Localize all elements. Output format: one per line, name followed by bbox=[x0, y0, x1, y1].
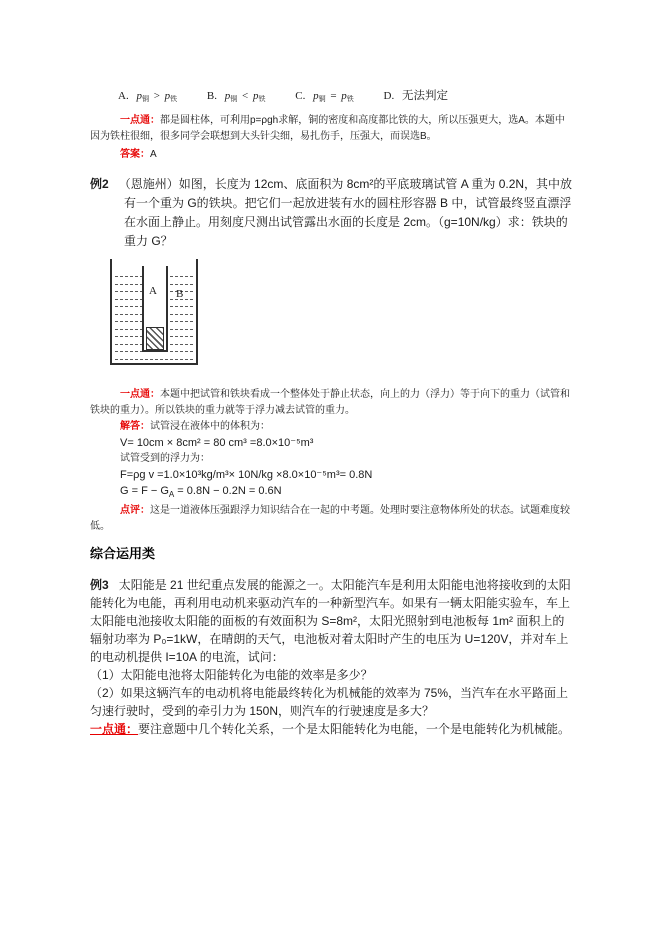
subscript-copper: 铜 bbox=[141, 95, 149, 103]
comment-text: 这是一道液体压强跟浮力知识结合在一起的中考题。处理时要注意物体所处的状态。试题难度较低。 bbox=[90, 505, 570, 533]
hint-text: 本题中把试管和铁块看成一个整体处于静止状态，向上的力（浮力）等于向下的重力（试管和铁块的重力）。所以铁块的重力就等于浮力减去试管的重力。 bbox=[90, 389, 570, 416]
volume-formula: V= 10cm × 8cm² = 80 cm³ =8.0×10⁻⁵m³ bbox=[120, 437, 314, 449]
example2-text: （恩施州）如图，长度为 12cm、底面积为 8cm²的平底玻璃试管 A 重为 0.2N，其中放有一个重为 G的铁块。把它们一起放进装有水的圆柱形容器 B 中，试管最终竖直漂浮在水面上静止。用刻度尺测出试管露出水面的长度是 2cm。（g=10N/kg）求：铁块的重力 G？ bbox=[118, 177, 573, 248]
hint-paragraph-ex3 bbox=[90, 720, 573, 738]
p-variable: p bbox=[252, 90, 259, 102]
answer-line bbox=[90, 147, 573, 163]
relation-operator: < bbox=[242, 90, 249, 102]
example2-number: 例2 bbox=[90, 177, 109, 191]
example2-problem bbox=[90, 175, 573, 251]
subscript-iron: 铁 bbox=[346, 95, 354, 103]
subscript-copper: 铜 bbox=[318, 95, 326, 103]
label-container-b: B bbox=[176, 288, 184, 300]
pressure-symbol bbox=[341, 90, 354, 102]
hint-label: 一点通： bbox=[90, 722, 139, 737]
option-letter: A. bbox=[118, 90, 129, 102]
gravity-formula-pre: G = F − G bbox=[120, 485, 169, 497]
hint-paragraph-q1 bbox=[90, 113, 573, 145]
example3-text: 太阳能是 21 世纪重点发展的能源之一。太阳能汽车是利用太阳能电池将接收到的太阳能转化为电能，再利用电动机来驱动汽车的一种新型汽车。如果有一辆太阳能实验车，车上太阳能电池接收太阳能的面板的有效面积为 S=8m²，太阳光照射到电池板每 1m² 面积上的辐射功率为 P₀=1kW，在晴朗的天气，电池板对着太阳时产生的电压为 U=120V，并对车上的电动机提供 I=10A 的电流，试问： bbox=[90, 578, 571, 665]
mc-options-row bbox=[118, 88, 573, 107]
solution-intro: 试管浸在液体中的体积为： bbox=[150, 421, 270, 432]
solution-label: 解答： bbox=[120, 421, 150, 432]
option-letter: B. bbox=[206, 90, 218, 102]
pressure-symbol bbox=[225, 90, 238, 102]
gravity-formula bbox=[90, 483, 573, 503]
example3-problem bbox=[90, 576, 573, 666]
figure-floating-tube bbox=[110, 259, 198, 365]
relation-operator: > bbox=[153, 90, 160, 102]
option-a bbox=[118, 90, 180, 102]
subscript-copper: 铜 bbox=[230, 95, 238, 103]
answer-label: 答案： bbox=[120, 149, 150, 160]
section-header: 综合运用类 bbox=[90, 546, 156, 562]
example3-question-2: （2）如果这辆汽车的电动机将电能最终转化为机械能的效率为 75%，当汽车在水平路面上匀速行驶时，受到的牵引力为 150N，则汽车的行驶速度是多大？ bbox=[90, 686, 569, 719]
p-variable: p bbox=[341, 90, 347, 102]
option-text: 无法判定 bbox=[402, 90, 448, 102]
comment-paragraph bbox=[90, 503, 573, 535]
hint-label: 一点通： bbox=[120, 389, 160, 400]
buoyancy-formula: F=ρg v =1.0×10³kg/m³× 10N/kg ×8.0×10⁻⁵m³= 0.8N bbox=[120, 469, 373, 481]
option-c bbox=[295, 90, 356, 102]
example3-number: 例3 bbox=[90, 578, 109, 593]
hint-paragraph-ex2 bbox=[90, 387, 573, 419]
relation-operator: = bbox=[330, 90, 337, 102]
hint-text: 都是圆柱体，可利用p=ρgh求解，铜的密度和高度都比铁的大，所以压强更大，选A。本题中因为铁柱很细，很多同学会联想到大头针尖细，易扎伤手，压强大，而误选B。 bbox=[90, 115, 565, 142]
label-tube-a: A bbox=[149, 285, 157, 297]
option-letter: C. bbox=[295, 90, 306, 102]
subscript-iron: 铁 bbox=[258, 95, 266, 103]
solution-intro-line bbox=[90, 419, 573, 435]
p-variable: p bbox=[224, 90, 231, 102]
hint-label: 一点通： bbox=[120, 115, 160, 126]
answer-value: A bbox=[150, 149, 157, 160]
subscript-iron: 铁 bbox=[170, 95, 178, 103]
gravity-subscript-a: A bbox=[168, 490, 175, 500]
pressure-symbol bbox=[313, 90, 326, 102]
example3-question-1: （1）太阳能电池将太阳能转化为电能的效率是多少？ bbox=[90, 668, 373, 683]
option-b bbox=[207, 90, 268, 102]
hint-text: 要注意题中几个转化关系，一个是太阳能转化为电能，一个是电能转化为机械能。 bbox=[138, 722, 571, 737]
pressure-symbol bbox=[253, 90, 266, 102]
option-d bbox=[384, 90, 448, 102]
iron-block-hatched bbox=[146, 327, 164, 350]
p-variable: p bbox=[164, 90, 171, 102]
buoyancy-intro: 试管受到的浮力为： bbox=[120, 453, 210, 464]
p-variable: p bbox=[313, 90, 319, 102]
option-letter: D. bbox=[383, 90, 395, 102]
pressure-symbol bbox=[136, 90, 149, 102]
gravity-formula-post: = 0.8N − 0.2N = 0.6N bbox=[174, 485, 282, 497]
p-variable: p bbox=[136, 90, 142, 102]
comment-label: 点评： bbox=[120, 505, 150, 517]
pressure-symbol bbox=[165, 90, 178, 102]
